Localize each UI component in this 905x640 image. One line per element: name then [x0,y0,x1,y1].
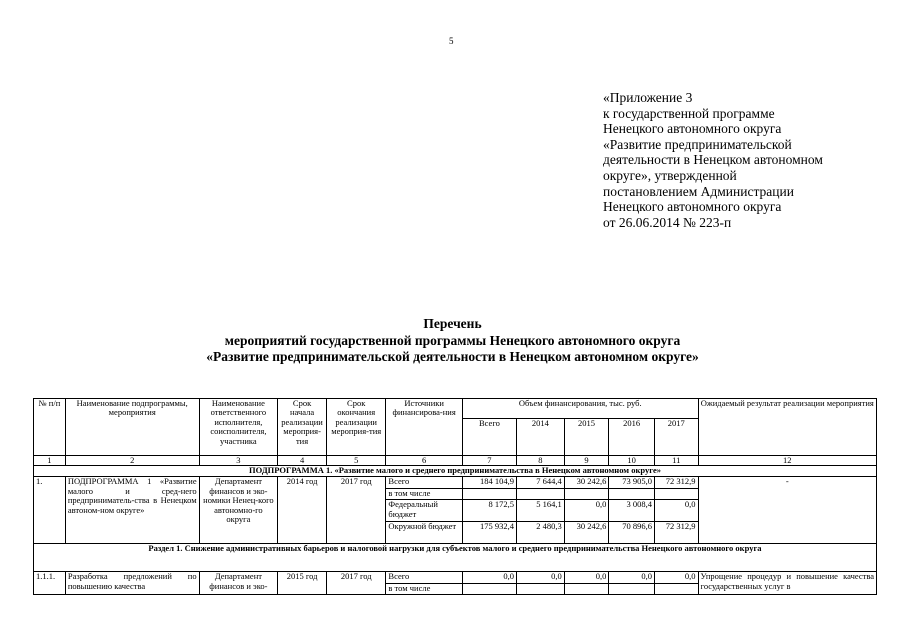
title-line: Перечень [423,316,482,331]
row-name: Разработка предложений по повышению качества [65,572,199,595]
column-number: 1 [34,456,66,466]
header-end: Срок окончания реализации мероприя-тия [326,399,385,456]
funding-total [462,489,516,500]
funding-total [462,584,516,595]
header-source: Источники финансирова-ния [386,399,462,456]
table-row [34,477,877,489]
column-number: 11 [654,456,698,466]
funding-2015: 0,0 [564,572,609,584]
funding-2017: 0,0 [654,500,698,522]
funding-2014: 7 644,4 [517,477,565,489]
appendix-line: «Приложение 3 [603,90,693,105]
column-number: 5 [326,456,385,466]
funding-total: 0,0 [462,572,516,584]
header-result: Ожидаемый результат реализации мероприятия [698,399,876,456]
header-2017: 2017 [654,419,698,456]
measures-table [33,398,877,595]
row-end: 2017 год [326,477,385,544]
row-start: 2014 год [278,477,327,544]
funding-source: в том числе [386,584,462,595]
appendix-note [603,90,893,230]
funding-2015: 0,0 [564,500,609,522]
appendix-line: деятельности в Ненецком автономном [603,152,823,168]
funding-total: 8 172,5 [462,500,516,522]
table-row [34,572,877,584]
row-result: Упрощение процедур и повышение качества государственных услуг в [698,572,876,595]
funding-2014: 0,0 [517,572,565,584]
funding-source: Окружной бюджет [386,522,462,544]
funding-2015: 30 242,6 [564,477,609,489]
section-title: Раздел 1. Снижение административных барьеров и налоговой нагрузки для субъектов малого и среднего предпринимательства Ненецкого автономного округа [34,544,877,572]
column-numbers-row [34,456,877,466]
header-name: Наименование подпрограммы, мероприятия [65,399,199,456]
funding-source: Федеральный бюджет [386,500,462,522]
funding-2015 [564,489,609,500]
funding-2017: 72 312,9 [654,477,698,489]
subprogram-title-row [34,466,877,477]
column-number: 3 [199,456,278,466]
appendix-line: Ненецкого автономного округа [603,199,782,215]
funding-2016: 0,0 [609,572,655,584]
row-name: ПОДПРОГРАММА 1 «Развитие малого и сред-него предприниматель-ства в Ненецком автоном-ном округе» [65,477,199,544]
funding-2017: 0,0 [654,572,698,584]
header-executor: Наименование ответственного исполнителя, соисполнителя, участника [199,399,278,456]
funding-2014 [517,584,565,595]
column-number: 4 [278,456,327,466]
header-2016: 2016 [609,419,655,456]
appendix-line: от 26.06.2014 № 223-п [603,214,732,230]
section-title-row [34,544,877,572]
appendix-line: Ненецкого автономного округа [603,121,782,137]
page-number: 5 [449,36,454,46]
column-number: 10 [609,456,655,466]
funding-total: 184 104,9 [462,477,516,489]
funding-2017 [654,489,698,500]
document-title [100,316,805,366]
column-number: 6 [386,456,462,466]
header-total: Всего [462,419,516,456]
row-executor: Департамент финансов и эко- [199,572,278,595]
appendix-line: к государственной программе [603,105,775,121]
funding-2016 [609,584,655,595]
appendix-line: округе», утвержденной [603,167,737,183]
row-num: 1.1.1. [34,572,66,595]
column-number: 8 [517,456,565,466]
funding-2016: 70 896,6 [609,522,655,544]
column-number: 9 [564,456,609,466]
header-num: № п/п [34,399,66,456]
title-line: мероприятий государственной программы Ненецкого автономного округа [224,332,681,348]
title-line: «Развитие предпринимательской деятельности в Ненецком автономном округе» [206,349,699,364]
header-start: Срок начала реализации мероприя-тия [278,399,327,456]
funding-2016: 3 008,4 [609,500,655,522]
row-executor: Департамент финансов и эко-номики Ненец-кого автономно-го округа [199,477,278,544]
header-2014: 2014 [517,419,565,456]
funding-2014: 2 480,3 [517,522,565,544]
header-volume: Объем финансирования, тыс. руб. [462,399,698,419]
funding-source: в том числе [386,489,462,500]
funding-source: Всего [386,477,462,489]
column-number: 2 [65,456,199,466]
funding-source: Всего [386,572,462,584]
subprogram-title: ПОДПРОГРАММА 1. «Развитие малого и среднего предпринимательства в Ненецком автономном округе» [34,466,877,477]
funding-2017: 72 312,9 [654,522,698,544]
row-num: 1. [34,477,66,544]
row-result: - [698,477,876,544]
column-number: 12 [698,456,876,466]
funding-total: 175 932,4 [462,522,516,544]
header-row [34,399,877,419]
appendix-line: «Развитие предпринимательской [603,136,792,152]
funding-2016 [609,489,655,500]
funding-2015: 30 242,6 [564,522,609,544]
appendix-line: постановлением Администрации [603,183,794,199]
column-number: 7 [462,456,516,466]
funding-2015 [564,584,609,595]
funding-2014 [517,489,565,500]
header-2015: 2015 [564,419,609,456]
row-start: 2015 год [278,572,327,595]
funding-2017 [654,584,698,595]
funding-2014: 5 164,1 [517,500,565,522]
funding-2016: 73 905,0 [609,477,655,489]
row-end: 2017 год [326,572,385,595]
